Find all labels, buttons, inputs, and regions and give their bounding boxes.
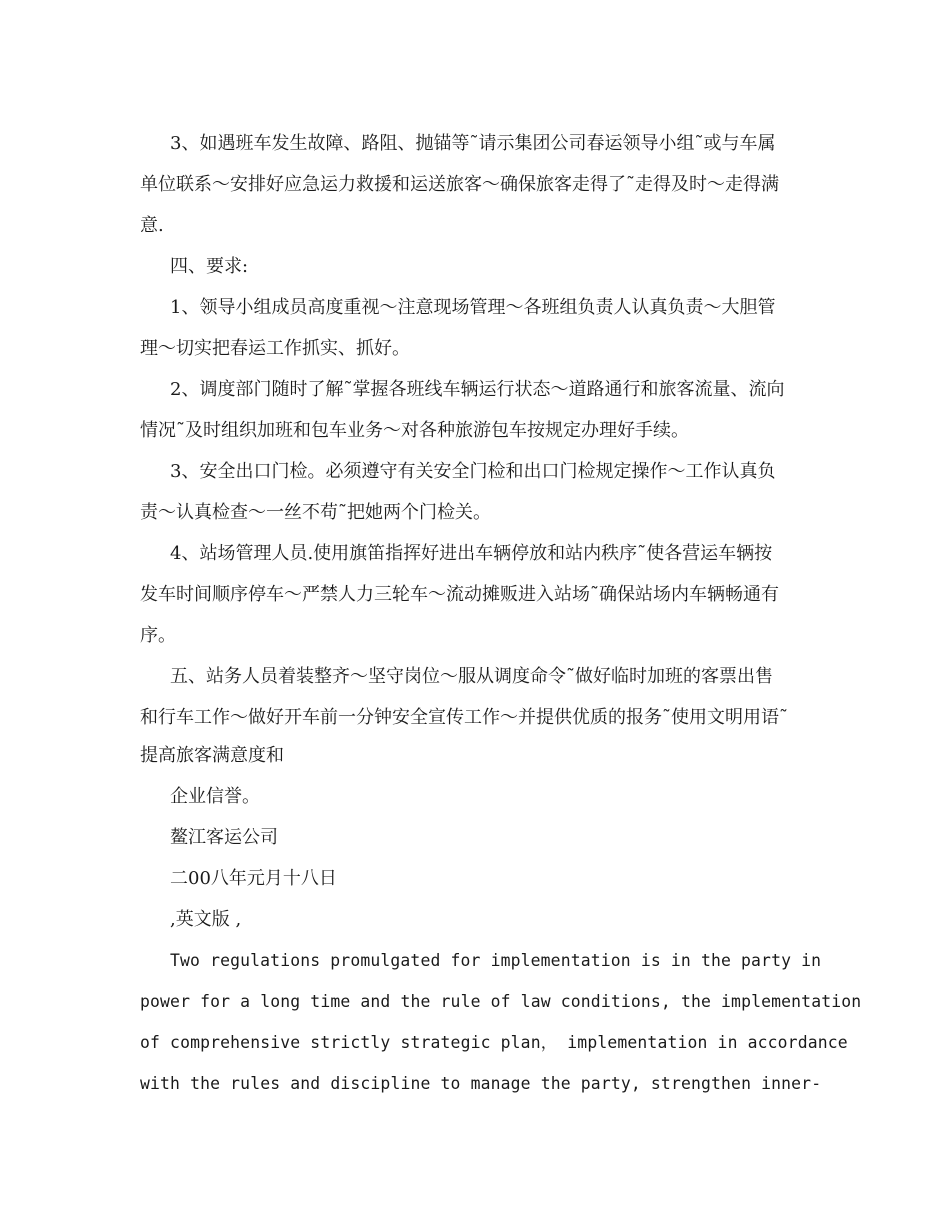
requirement-4-line-2: 发车时间顺序停车～严禁人力三轮车～流动摊贩进入站场˜确保站场内车辆畅通有 bbox=[140, 584, 779, 605]
document-date: 二00八年元月十八日 bbox=[170, 868, 337, 889]
english-text-line-4: with the rules and discipline to manage the party, strengthen inner- bbox=[140, 1074, 822, 1093]
section-heading-requirements: 四、要求: bbox=[170, 256, 249, 277]
paragraph-3-line-3: 意. bbox=[140, 215, 164, 236]
english-text-line-2: power for a long time and the rule of law conditions, the implementation bbox=[140, 992, 862, 1011]
paragraph-3-line-1: 3、如遇班车发生故障、路阻、抛锚等˜请示集团公司春运领导小组˜或与车属 bbox=[170, 133, 776, 154]
requirement-3-line-1: 3、安全出口门检。必须遵守有关安全门检和出口门检规定操作～工作认真负 bbox=[170, 461, 776, 482]
english-text-line-1: Two regulations promulgated for implementation is in the party in bbox=[170, 951, 822, 970]
requirement-3-line-2: 责～认真检查～一丝不苟˜把她两个门检关。 bbox=[140, 502, 491, 523]
section-5-line-1: 五、站务人员着装整齐～坚守岗位～服从调度命令˜做好临时加班的客票出售 bbox=[170, 666, 773, 687]
section-5-line-3: 提高旅客满意度和 bbox=[140, 745, 284, 766]
section-5-line-2: 和行车工作～做好开车前一分钟安全宣传工作～并提供优质的报务˜使用文明用语˜ bbox=[140, 707, 788, 728]
requirement-4-line-3: 序。 bbox=[140, 625, 176, 646]
requirement-4-line-1: 4、站场管理人员.使用旗笛指挥好进出车辆停放和站内秩序˜使各营运车辆按 bbox=[170, 543, 773, 564]
requirement-1-line-2: 理～切实把春运工作抓实、抓好。 bbox=[140, 338, 410, 359]
section-5-line-4: 企业信誉。 bbox=[170, 786, 260, 807]
requirement-2-line-2: 情况˜及时组织加班和包车业务～对各种旅游包车按规定办理好手续。 bbox=[140, 420, 689, 441]
english-text-line-3: of comprehensive strictly strategic plan， implementation in accordance bbox=[140, 1033, 848, 1052]
english-version-label: ,英文版 , bbox=[170, 909, 242, 930]
requirement-2-line-1: 2、调度部门随时了解˜掌握各班线车辆运行状态～道路通行和旅客流量、流向 bbox=[170, 379, 785, 400]
company-name: 鳌江客运公司 bbox=[170, 827, 278, 848]
requirement-1-line-1: 1、领导小组成员高度重视～注意现场管理～各班组负责人认真负责～大胆管 bbox=[170, 297, 776, 318]
paragraph-3-line-2: 单位联系～安排好应急运力救援和运送旅客～确保旅客走得了˜走得及时～走得满 bbox=[140, 174, 779, 195]
